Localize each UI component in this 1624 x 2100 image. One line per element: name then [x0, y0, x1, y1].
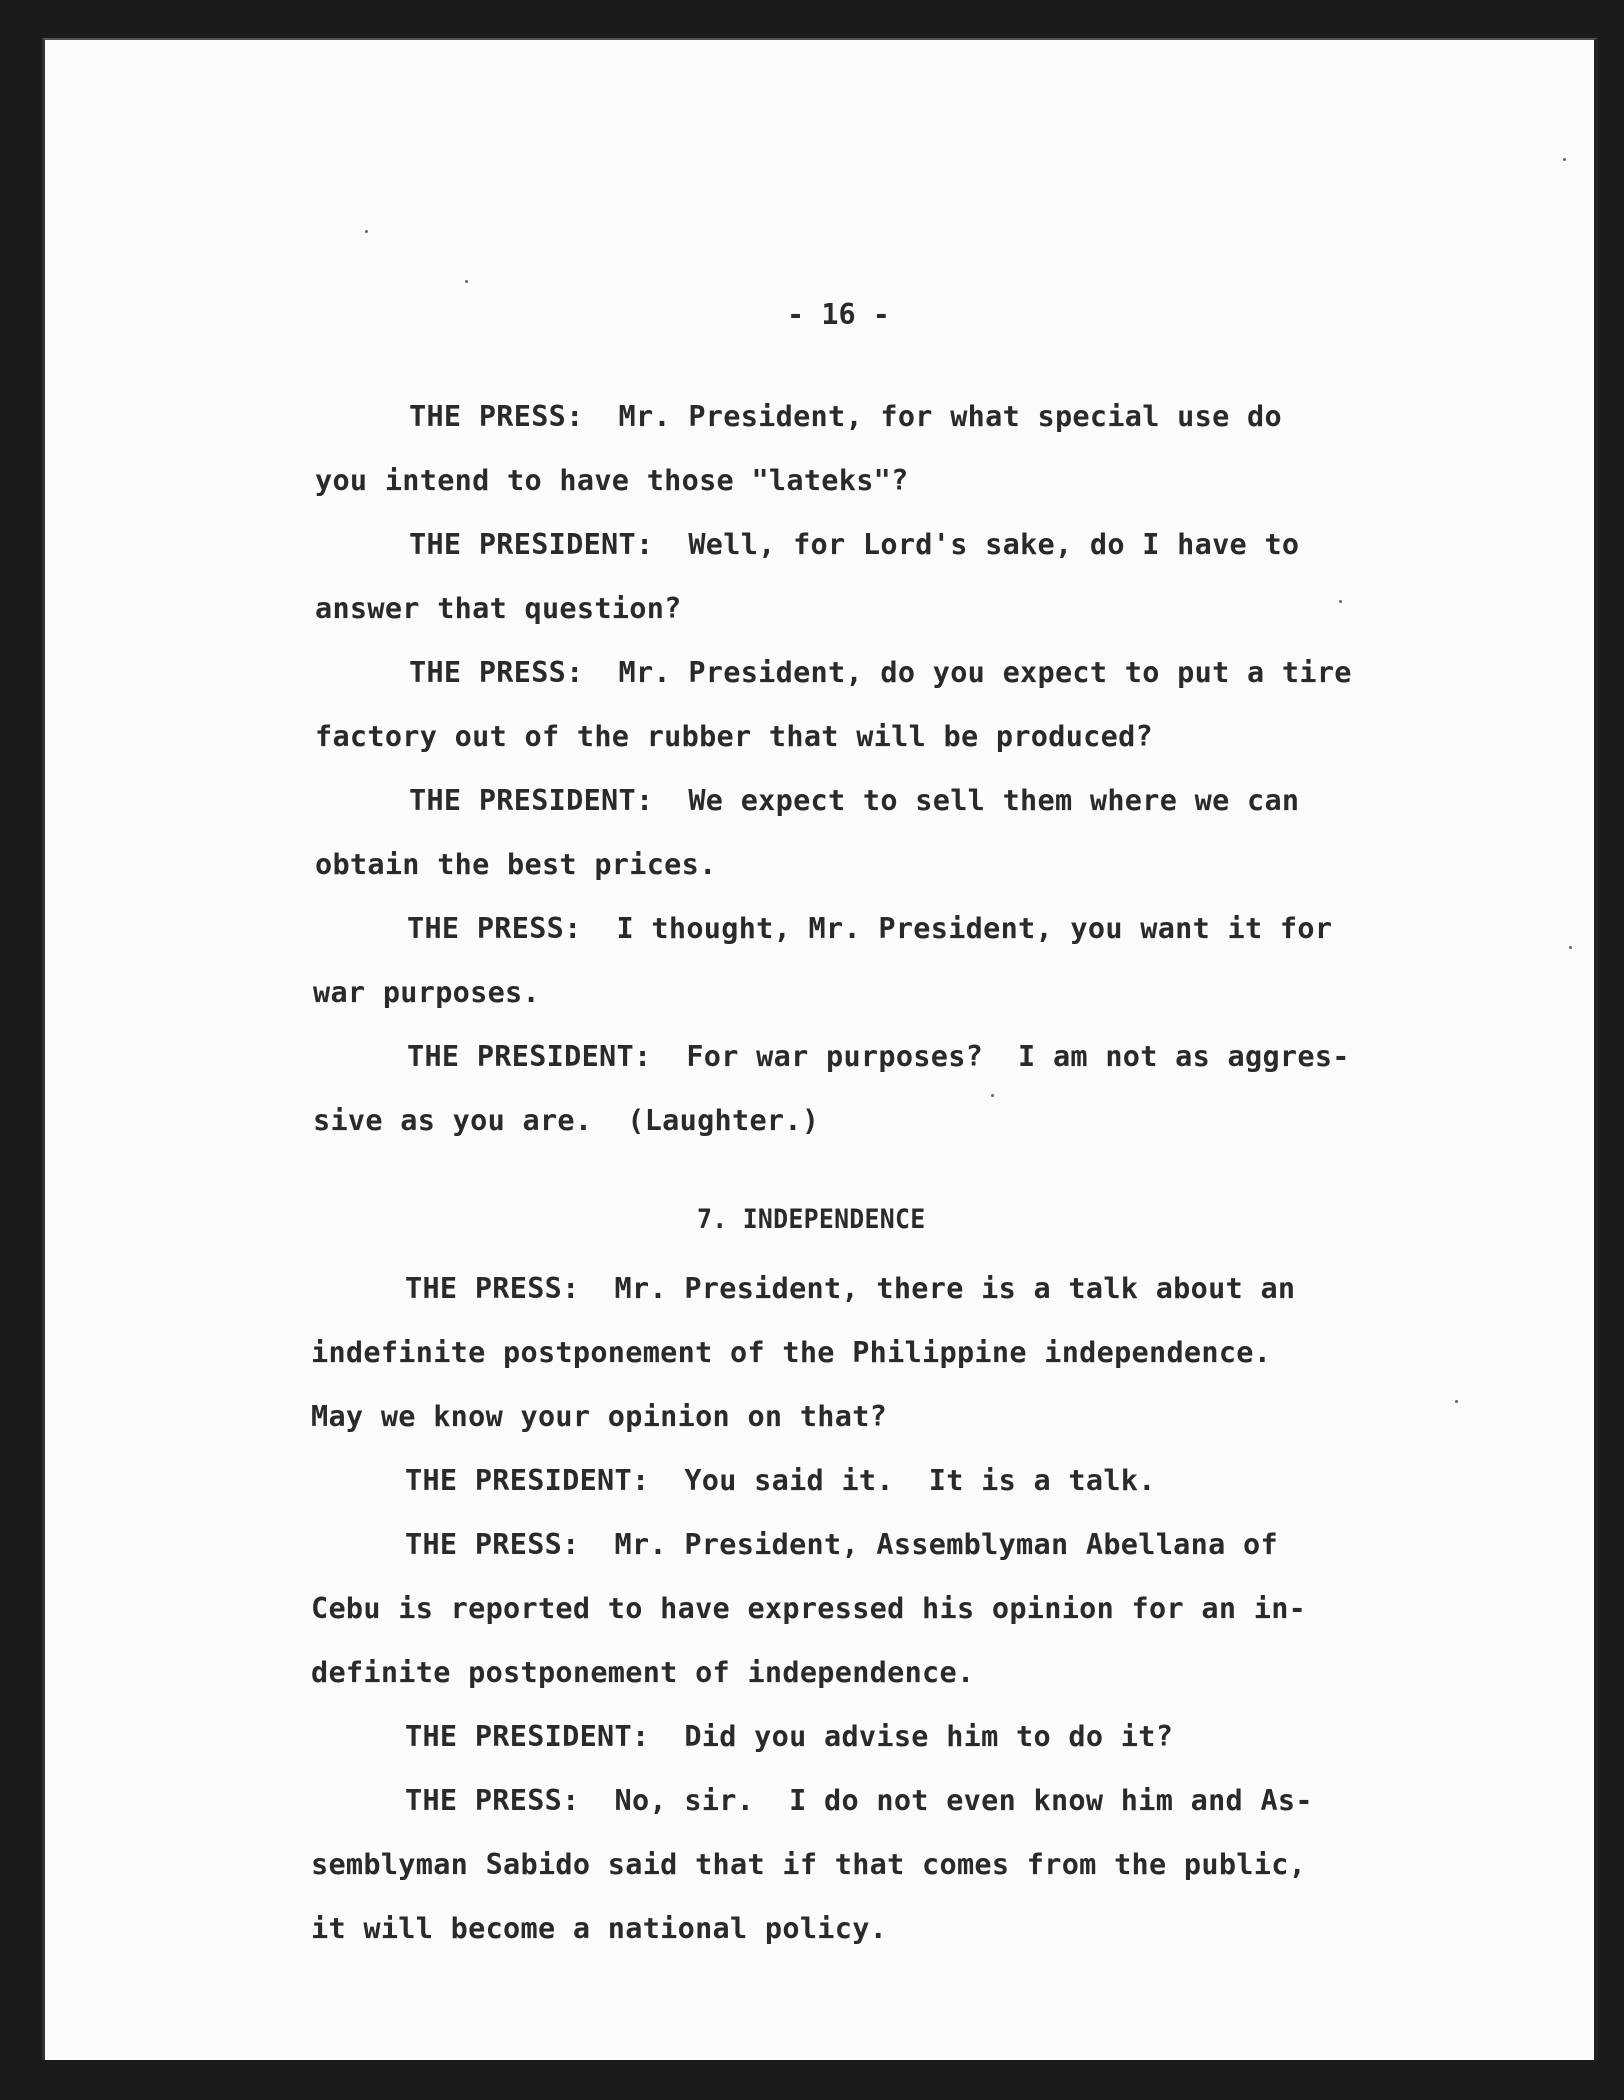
transcript-line: you intend to have those "lateks"? — [315, 464, 909, 497]
scan-speck — [1455, 1400, 1458, 1403]
transcript-line: THE PRESS: Mr. President, there is a talk about an — [405, 1272, 1296, 1305]
section-heading: 7. INDEPENDENCE — [697, 1204, 926, 1235]
transcript-line: Cebu is reported to have expressed his opinion for an in- — [311, 1592, 1307, 1625]
transcript-line: indefinite postponement of the Philippine independence. — [311, 1336, 1272, 1369]
scan-speck — [1339, 600, 1342, 603]
transcript-line: THE PRESS: Mr. President, do you expect to put a tire — [409, 656, 1352, 689]
transcript-line: factory out of the rubber that will be produced? — [315, 720, 1154, 753]
transcript-line: sive as you are. (Laughter.) — [313, 1104, 820, 1137]
transcript-line: THE PRESIDENT: We expect to sell them where we can — [409, 784, 1300, 817]
transcript-line: answer that question? — [315, 592, 682, 625]
transcript-line: THE PRESIDENT: Did you advise him to do it? — [405, 1720, 1174, 1753]
scan-speck — [365, 230, 368, 233]
transcript-line: THE PRESS: No, sir. I do not even know him and As- — [405, 1784, 1313, 1817]
transcript-line: THE PRESIDENT: For war purposes? I am not as aggres- — [407, 1040, 1350, 1073]
transcript-line: definite postponement of independence. — [311, 1656, 975, 1689]
transcript-line: THE PRESS: Mr. President, Assemblyman Abellana of — [405, 1528, 1278, 1561]
transcript-line: it will become a national policy. — [311, 1912, 888, 1945]
transcript-line: THE PRESIDENT: You said it. It is a talk. — [405, 1464, 1156, 1497]
page-number: - 16 - — [787, 298, 890, 331]
document-page — [42, 38, 1598, 2060]
transcript-line: THE PRESS: I thought, Mr. President, you want it for — [407, 912, 1333, 945]
transcript-line: May we know your opinion on that? — [311, 1400, 888, 1433]
scan-speck — [991, 1094, 994, 1097]
transcript-line: war purposes. — [313, 976, 540, 1009]
transcript-line: THE PRESIDENT: Well, for Lord's sake, do I have to — [409, 528, 1300, 561]
transcript-line: THE PRESS: Mr. President, for what special use do — [409, 400, 1282, 433]
scan-speck — [465, 280, 468, 283]
transcript-line: obtain the best prices. — [315, 848, 717, 881]
scan-speck — [1569, 946, 1572, 949]
transcript-line: semblyman Sabido said that if that comes from the public, — [311, 1848, 1307, 1881]
scan-speck — [1563, 158, 1566, 161]
